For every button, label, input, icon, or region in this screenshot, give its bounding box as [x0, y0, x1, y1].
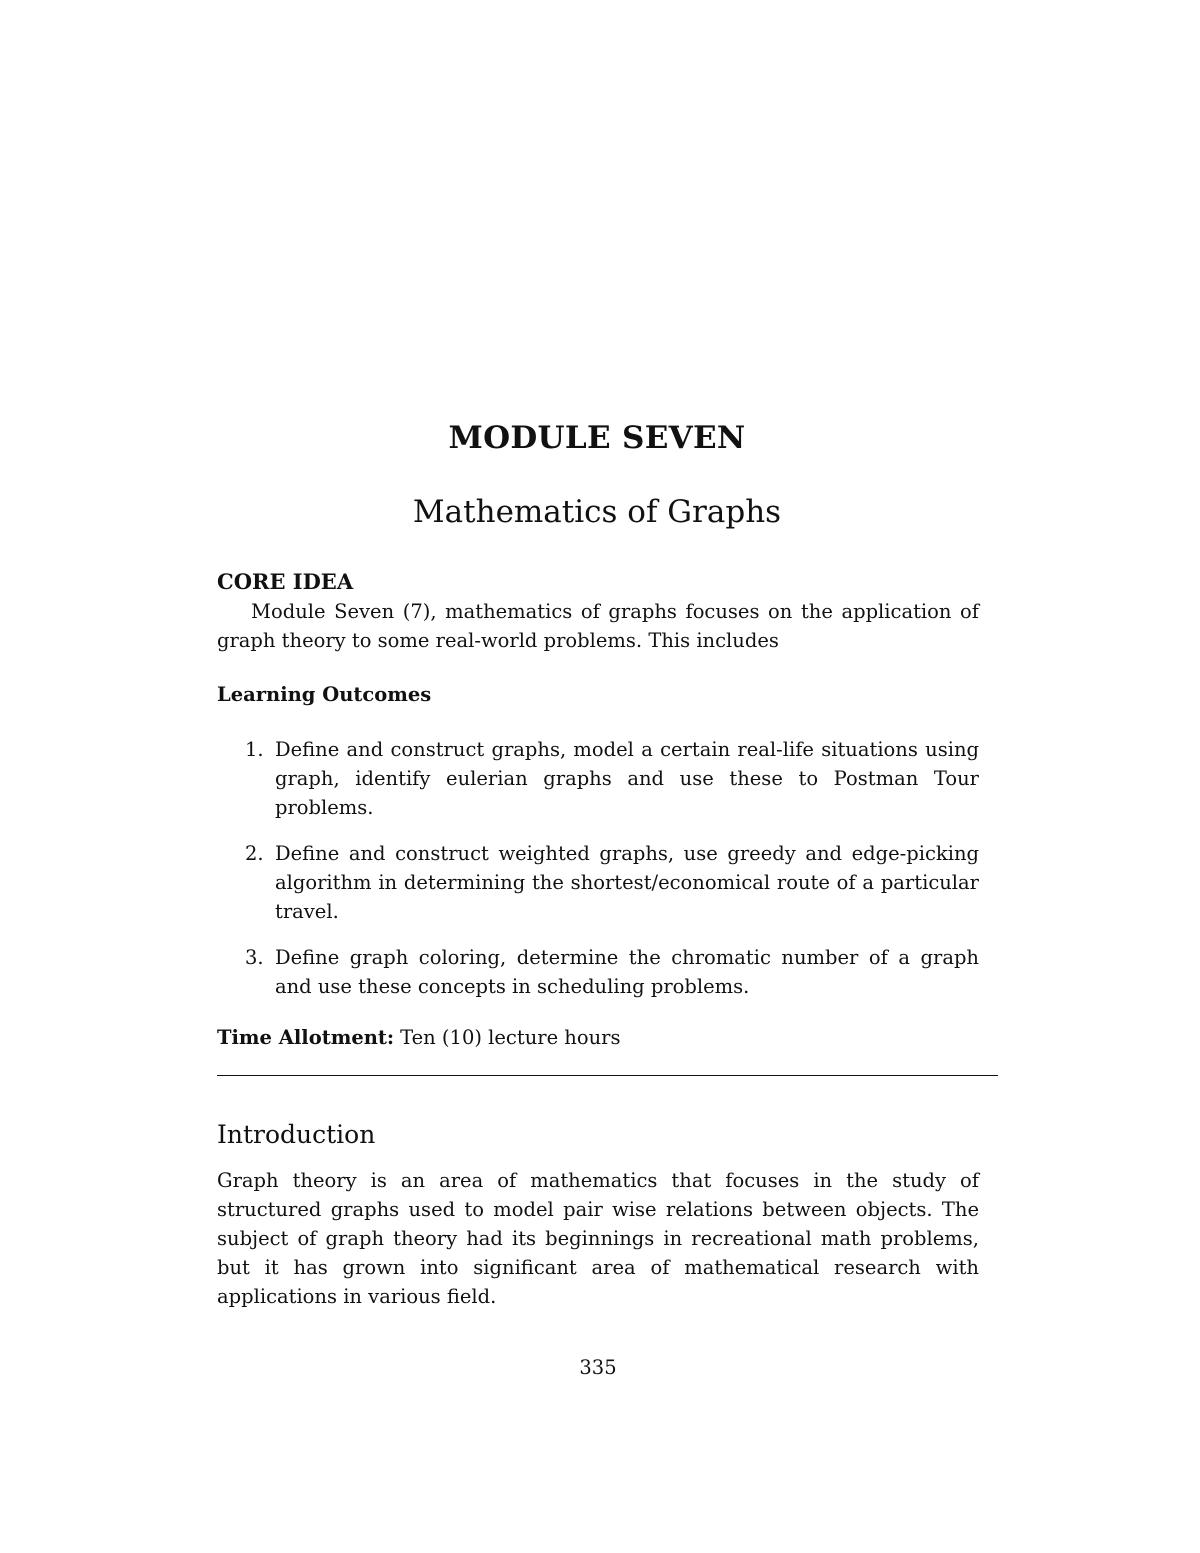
- outcome-text: Define and construct graphs, model a certain real-life situations using graph, identify eulerian graphs and use these to Postman Tour problems.: [275, 738, 979, 819]
- introduction-heading: Introduction: [217, 1120, 376, 1149]
- outcome-text: Define and construct weighted graphs, use greedy and edge-picking algorithm in determining the shortest/economical route of a particular travel.: [275, 842, 979, 923]
- outcome-item: [217, 839, 979, 926]
- core-idea-heading: CORE IDEA: [217, 569, 354, 594]
- outcome-item: [217, 943, 979, 1001]
- outcome-text: Define graph coloring, determine the chromatic number of a graph and use these concepts in scheduling problems.: [275, 946, 979, 998]
- outcome-number: 1.: [245, 738, 264, 761]
- learning-outcomes-list: [217, 735, 979, 1018]
- outcome-number: 2.: [245, 842, 264, 865]
- module-title: MODULE SEVEN: [448, 420, 746, 456]
- page-number: 335: [579, 1356, 617, 1379]
- time-allotment-value: Ten (10) lecture hours: [400, 1026, 621, 1049]
- time-allotment-label: Time Allotment:: [217, 1026, 395, 1049]
- introduction-text: Graph theory is an area of mathematics that focuses in the study of structured graphs used to model pair wise relations between objects. The subject of graph theory had its beginnings in recreational math problems, but it has grown into significant area of mathematical research with applications in various field.: [217, 1169, 979, 1308]
- time-allotment: [217, 1026, 979, 1049]
- core-idea-text: Module Seven (7), mathematics of graphs focuses on the application of graph theory to some real-world problems. This includes: [217, 600, 979, 652]
- learning-outcomes-heading: Learning Outcomes: [217, 683, 432, 706]
- section-divider: [217, 1075, 998, 1076]
- outcome-number: 3.: [245, 946, 264, 969]
- module-subtitle: Mathematics of Graphs: [412, 494, 782, 530]
- outcome-item: [217, 735, 979, 822]
